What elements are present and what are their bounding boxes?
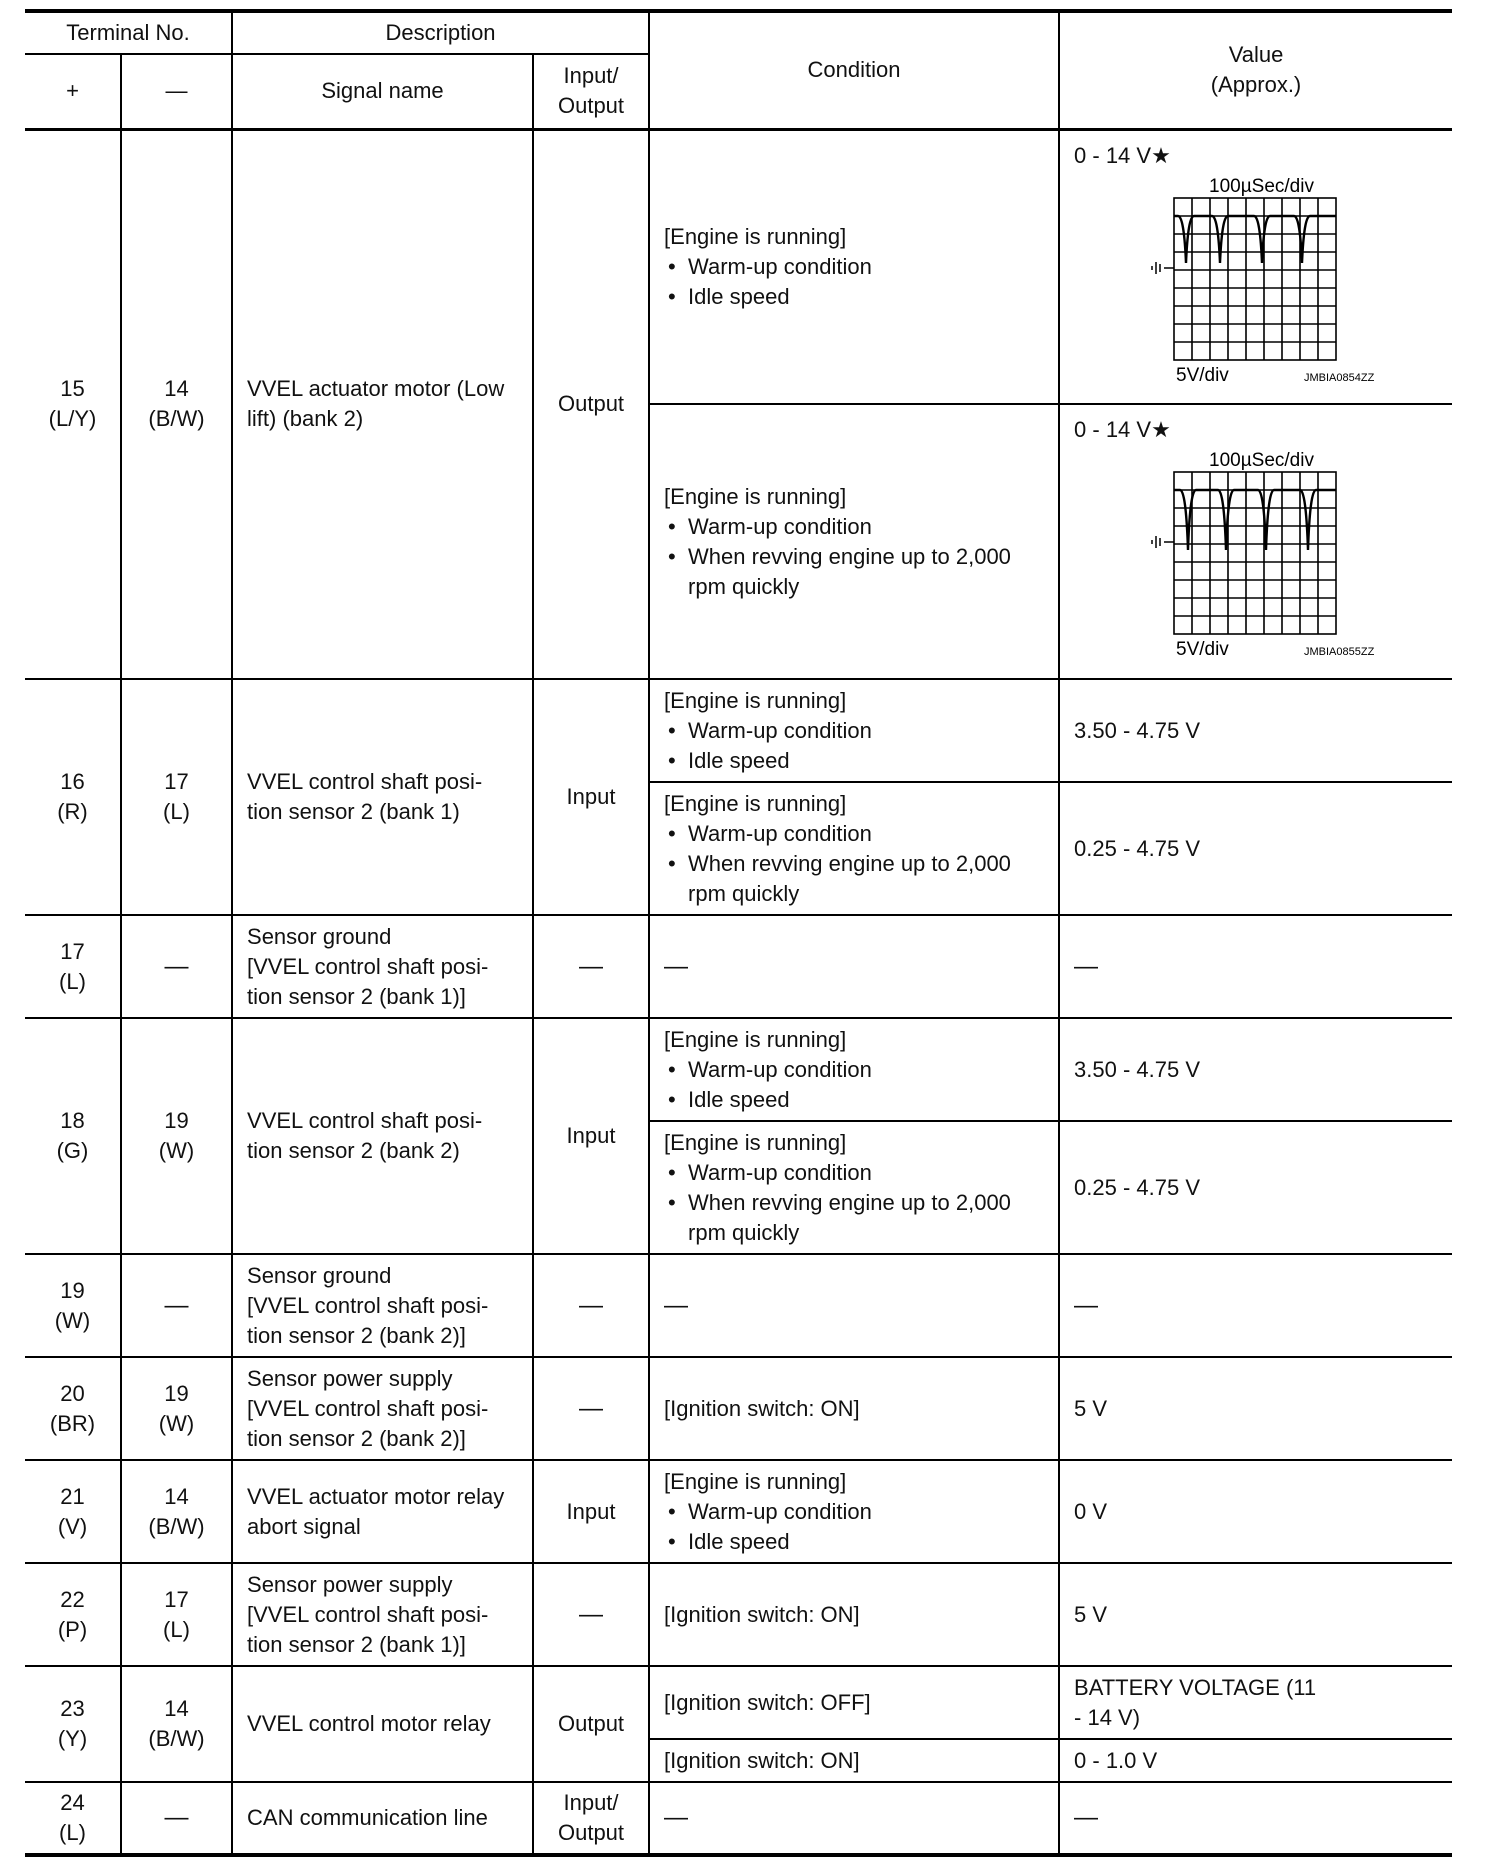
signal-name [232, 915, 533, 1018]
table-row [25, 1460, 1452, 1563]
waveform-trace [1174, 490, 1336, 550]
io-type: Output [533, 129, 649, 679]
condition-item: • Idle speed [664, 1085, 1044, 1115]
terminal-plus-text: 20 (BR) [49, 1380, 96, 1436]
terminal-plus [25, 129, 121, 679]
header-minus: — [121, 54, 232, 129]
io-type: — [533, 1563, 649, 1666]
io-type: — [533, 1357, 649, 1460]
terminal-plus-text: 21 (V) [57, 1483, 88, 1539]
condition-cell [649, 1018, 1059, 1121]
oscilloscope-grid [1174, 472, 1336, 634]
condition-cell: [Ignition switch: OFF] [649, 1666, 1059, 1739]
condition-cell [649, 129, 1059, 404]
value-cell: 0.25 - 4.75 V [1059, 1121, 1452, 1254]
value-text [1074, 415, 1442, 445]
terminal-table [25, 9, 1452, 1857]
header-condition: Condition [649, 11, 1059, 129]
terminal-minus [121, 129, 232, 679]
io-type: Output [533, 1666, 649, 1782]
value-cell: 3.50 - 4.75 V [1059, 1018, 1452, 1121]
header-terminal-no: Terminal No. [25, 11, 232, 54]
value-amount: 0 - 14 V [1074, 142, 1152, 168]
terminal-minus [121, 1018, 232, 1254]
terminal-minus-text: 19 (W) [158, 1380, 195, 1436]
terminal-plus-text: 19 (W) [54, 1277, 91, 1333]
condition-item: • Warm-up condition [664, 512, 1044, 542]
value-cell: — [1059, 1782, 1452, 1855]
condition-list [664, 1055, 1044, 1115]
table-row [25, 129, 1452, 404]
io-type-text: Input/ Output [557, 1790, 625, 1845]
value-cell: 3.50 - 4.75 V [1059, 679, 1452, 782]
terminal-plus-text: 18 (G) [56, 1108, 89, 1163]
io-type: — [533, 1254, 649, 1357]
terminal-minus-text: 14 (B/W) [148, 1696, 205, 1751]
condition-cell [649, 1121, 1059, 1254]
terminal-plus [25, 1254, 121, 1357]
value-text: BATTERY VOLTAGE (11 - 14 V) [1074, 1674, 1317, 1730]
terminal-plus [25, 1782, 121, 1855]
signal-name-line: Sensor power supply [247, 1365, 453, 1391]
condition-list [664, 252, 1044, 312]
condition-item: • Warm-up condition [664, 1158, 1044, 1188]
condition-cell [649, 404, 1059, 679]
signal-name: VVEL actuator motor relay abort signal [232, 1460, 533, 1563]
condition-item: • Idle speed [664, 282, 1044, 312]
voltage-scale-label: 5V/div [1176, 364, 1229, 385]
signal-name-line: [VVEL control shaft posi- tion sensor 2 (bank 2)] [247, 1395, 489, 1451]
terminal-minus: — [121, 1254, 232, 1357]
terminal-plus-text: 24 (L) [59, 1790, 86, 1845]
io-type: Input [533, 679, 649, 915]
waveform-figure [1108, 445, 1408, 659]
signal-name: VVEL actuator motor (Low lift) (bank 2) [232, 129, 533, 679]
condition-head: [Engine is running] [664, 483, 847, 509]
condition-cell [649, 1460, 1059, 1563]
table-row [25, 1357, 1452, 1460]
waveform-trace [1174, 216, 1336, 263]
signal-name-line: Sensor ground [247, 1262, 392, 1288]
terminal-minus: — [121, 915, 232, 1018]
terminal-plus [25, 915, 121, 1018]
value-cell: 0 V [1059, 1460, 1452, 1563]
terminal-plus-text: 16 (R) [57, 769, 88, 824]
signal-name: VVEL control motor relay [232, 1666, 533, 1782]
condition-cell: — [649, 1254, 1059, 1357]
io-type [533, 1782, 649, 1855]
terminal-minus [121, 679, 232, 915]
signal-name [232, 1563, 533, 1666]
grid-lines [1174, 198, 1336, 360]
value-amount: 0 - 14 V [1074, 417, 1152, 442]
star-icon: ★ [1151, 142, 1171, 168]
condition-item: • Idle speed [664, 746, 1044, 776]
terminal-plus [25, 1666, 121, 1782]
header-signal-name: Signal name [232, 54, 533, 129]
terminal-plus-text: 15 (L/Y) [48, 376, 97, 432]
terminal-minus-text: 17 (L) [163, 769, 190, 824]
value-cell-waveform [1059, 129, 1452, 404]
time-scale-label: 100µSec/div [1209, 450, 1314, 471]
value-text [1074, 141, 1442, 171]
condition-item: • Warm-up condition [664, 252, 1044, 282]
condition-cell: — [649, 915, 1059, 1018]
header-input-output-label: Input/ Output [557, 63, 625, 119]
voltage-scale-label: 5V/div [1176, 639, 1229, 659]
condition-head: [Engine is running] [664, 687, 847, 713]
condition-list [664, 819, 1044, 909]
header-value-label: Value (Approx.) [1210, 42, 1302, 98]
value-cell: 0.25 - 4.75 V [1059, 782, 1452, 915]
signal-name-line: [VVEL control shaft posi- tion sensor 2 (bank 1)] [247, 1601, 489, 1657]
terminal-minus: — [121, 1782, 232, 1855]
header-value [1059, 11, 1452, 129]
terminal-plus-text: 23 (Y) [57, 1696, 88, 1751]
terminal-minus-text: 19 (W) [158, 1108, 195, 1163]
value-cell: — [1059, 915, 1452, 1018]
value-cell: — [1059, 1254, 1452, 1357]
terminal-minus-text: 17 (L) [163, 1586, 190, 1642]
figure-code: JMBIA0855ZZ [1304, 646, 1375, 658]
value-cell: 5 V [1059, 1563, 1452, 1666]
condition-item: • Warm-up condition [664, 1055, 1044, 1085]
table-row [25, 679, 1452, 782]
terminal-plus [25, 1460, 121, 1563]
value-cell [1059, 1666, 1452, 1739]
ground-icon [1152, 536, 1174, 548]
header-description: Description [232, 11, 649, 54]
value-cell: 0 - 1.0 V [1059, 1739, 1452, 1782]
signal-name [232, 1357, 533, 1460]
io-type: Input [533, 1018, 649, 1254]
condition-cell [649, 679, 1059, 782]
condition-head: [Engine is running] [664, 223, 847, 249]
header-plus: + [25, 54, 121, 129]
time-scale-label: 100µSec/div [1209, 175, 1314, 197]
io-type: — [533, 915, 649, 1018]
signal-name-line: Sensor ground [247, 923, 392, 949]
condition-head: [Engine is running] [664, 790, 847, 816]
condition-list [664, 1497, 1044, 1557]
terminal-minus-text: 14 (B/W) [148, 1483, 205, 1539]
terminal-minus [121, 1357, 232, 1460]
condition-head: [Engine is running] [664, 1129, 847, 1155]
condition-cell: [Ignition switch: ON] [649, 1563, 1059, 1666]
condition-item: • Warm-up condition [664, 1497, 1044, 1527]
condition-list [664, 512, 1044, 602]
signal-name: VVEL control shaft posi- tion sensor 2 (bank 1) [232, 679, 533, 915]
signal-name-line: [VVEL control shaft posi- tion sensor 2 (bank 1)] [247, 953, 489, 1009]
condition-item: • When revving engine up to 2,000 rpm quickly [664, 1188, 1044, 1248]
signal-name: CAN communication line [232, 1782, 533, 1855]
signal-name-line: [VVEL control shaft posi- tion sensor 2 (bank 2)] [247, 1292, 489, 1348]
condition-cell: [Ignition switch: ON] [649, 1739, 1059, 1782]
condition-list [664, 716, 1044, 776]
signal-name-line: Sensor power supply [247, 1571, 453, 1597]
terminal-plus-text: 17 (L) [59, 938, 86, 994]
signal-name: VVEL control shaft posi- tion sensor 2 (bank 2) [232, 1018, 533, 1254]
io-type: Input [533, 1460, 649, 1563]
table-row [25, 1563, 1452, 1666]
condition-head: [Engine is running] [664, 1468, 847, 1494]
terminal-minus-text: 14 (B/W) [148, 376, 205, 432]
condition-item: • Warm-up condition [664, 716, 1044, 746]
terminal-plus-text: 22 (P) [57, 1586, 88, 1642]
condition-list [664, 1158, 1044, 1248]
terminal-minus [121, 1460, 232, 1563]
star-icon: ★ [1151, 417, 1171, 442]
waveform-figure [1108, 171, 1408, 385]
figure-code: JMBIA0854ZZ [1304, 371, 1375, 384]
grid-frame [1174, 198, 1336, 360]
table-row [25, 915, 1452, 1018]
header-input-output [533, 54, 649, 129]
condition-cell [649, 782, 1059, 915]
value-cell-waveform [1059, 404, 1452, 679]
condition-cell: [Ignition switch: ON] [649, 1357, 1059, 1460]
value-cell: 5 V [1059, 1357, 1452, 1460]
condition-item: • Warm-up condition [664, 819, 1044, 849]
condition-item: • When revving engine up to 2,000 rpm quickly [664, 849, 1044, 909]
terminal-plus [25, 1563, 121, 1666]
condition-head: [Engine is running] [664, 1026, 847, 1052]
condition-item: • Idle speed [664, 1527, 1044, 1557]
condition-item: • When revving engine up to 2,000 rpm quickly [664, 542, 1044, 602]
oscilloscope-grid [1174, 198, 1336, 360]
terminal-minus [121, 1666, 232, 1782]
terminal-plus [25, 1357, 121, 1460]
terminal-plus [25, 1018, 121, 1254]
table-row [25, 1018, 1452, 1121]
table-row [25, 1254, 1452, 1357]
terminal-minus [121, 1563, 232, 1666]
table-row [25, 1782, 1452, 1855]
signal-name [232, 1254, 533, 1357]
terminal-plus [25, 679, 121, 915]
table-row [25, 1666, 1452, 1739]
ground-icon [1152, 262, 1174, 274]
condition-cell: — [649, 1782, 1059, 1855]
